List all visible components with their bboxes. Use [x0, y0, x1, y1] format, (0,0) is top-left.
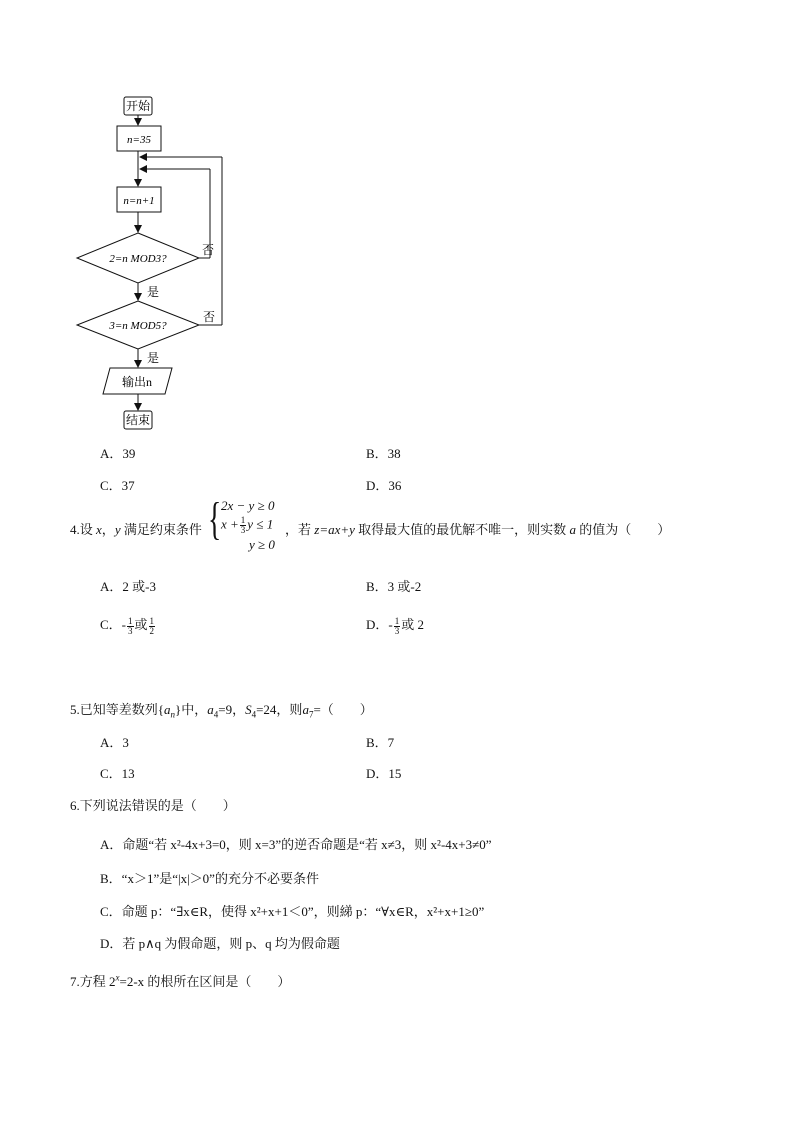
- q4-option-a[interactable]: A．2 或-3: [100, 579, 156, 594]
- q3-option-c[interactable]: C．37: [100, 478, 135, 493]
- yes-label-2: 是: [147, 351, 160, 365]
- init-label: n=35: [127, 134, 151, 146]
- constraint-line-1: 2x − y ≥ 0: [221, 498, 275, 513]
- decision-mod3-label: 2=n MOD3?: [109, 253, 167, 265]
- no-label-1: 否: [202, 243, 215, 257]
- step-label: n=n+1: [123, 195, 155, 207]
- q4-option-b[interactable]: B．3 或-2: [366, 579, 422, 594]
- q3-option-a[interactable]: A．39: [100, 446, 136, 461]
- q6-option-d[interactable]: D．若 p∧q 为假命题，则 p、q 均为假命题: [100, 936, 340, 951]
- q3-option-d[interactable]: D．36: [366, 478, 402, 493]
- start-label: 开始: [125, 99, 151, 113]
- q5-option-c[interactable]: C．13: [100, 766, 135, 781]
- q4-option-c[interactable]: C．- $\frac{1}{3}$ 或 $\frac{1}{2}$: [100, 615, 155, 636]
- q6-option-a[interactable]: A．命题“若 x²-4x+3=0，则 x=3”的逆否命题是“若 x≠3，则 x²-4x+3≠0”: [100, 837, 492, 852]
- q5-option-a[interactable]: A．3: [100, 735, 129, 750]
- yes-label-1: 是: [147, 285, 160, 299]
- q4-stem-prefix: 4.设 x，y 满足约束条件: [70, 522, 202, 537]
- no-label-2: 否: [203, 310, 216, 324]
- constraint-brace: {: [208, 493, 222, 544]
- q4-stem-suffix: ，若 z=ax+y 取得最大值的最优解不唯一，则实数 a 的值为（ ）: [285, 522, 671, 537]
- q3-option-b[interactable]: B．38: [366, 446, 401, 461]
- q5-option-b[interactable]: B．7: [366, 735, 395, 750]
- q6-option-c[interactable]: C．命题 p：“∃x∈R，使得 x²+x+1＜0”，则綈 p：“∀x∈R，x²+x+1≥0”: [100, 904, 485, 919]
- q6-option-b[interactable]: B．“x＞1”是“|x|＞0”的充分不必要条件: [100, 871, 319, 886]
- flowchart: [60, 88, 260, 433]
- q5-option-d[interactable]: D．15: [366, 766, 402, 781]
- output-label: 输出n: [121, 375, 153, 389]
- q6-stem: 6.下列说法错误的是（ ）: [70, 798, 236, 813]
- constraint-line-3: y ≥ 0: [249, 537, 275, 552]
- q5-stem: 5.已知等差数列$\{a_n\}$中，$a_4=9$，$S_4=24$，则$a_7=$（ ）: [70, 702, 373, 720]
- decision-mod5-label: 3=n MOD5?: [109, 320, 167, 332]
- q4-option-d[interactable]: D．- $\frac{1}{3}$ 或 2: [366, 615, 424, 636]
- q7-stem: 7.方程 $2^x=2-x$ 的根所在区间是（ ）: [70, 972, 291, 989]
- end-label: 结束: [125, 413, 151, 427]
- constraint-line-2: x + $\frac{1}{3}$ y ≤ 1: [221, 515, 274, 535]
